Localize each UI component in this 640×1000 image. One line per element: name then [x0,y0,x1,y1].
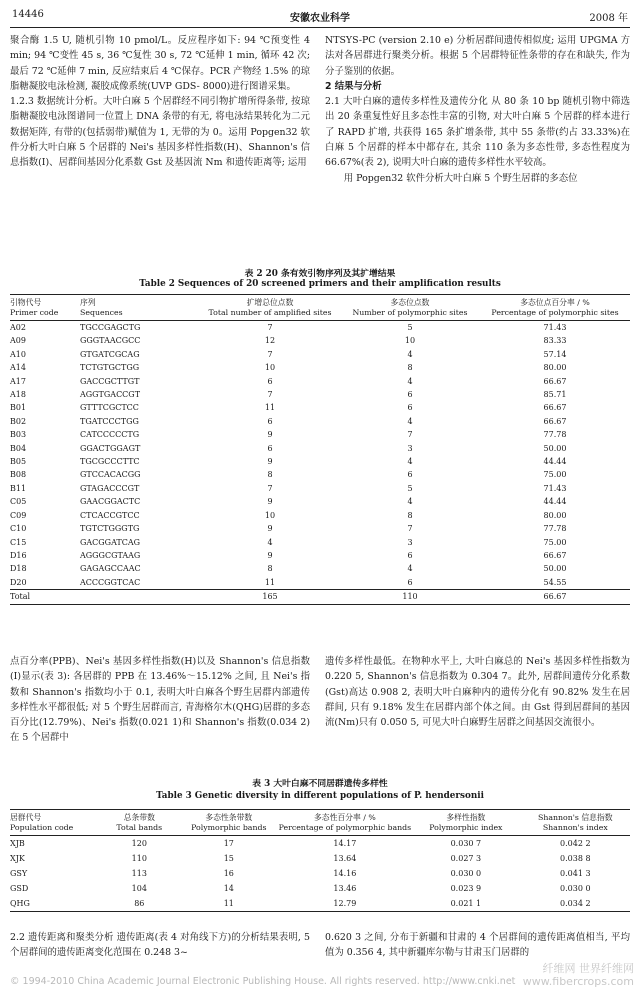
table2-cell: 4 [267,537,273,547]
table3-cell: 13.46 [333,884,357,893]
table2-cell: 7 [267,390,273,400]
table2-header-en: Total number of amplified sites [208,308,332,317]
table3-header: 多样性指数 [446,813,486,822]
table3-cell: GSY [10,869,28,878]
left-column-bottom [10,930,310,961]
table3-header-en: Population code [10,823,74,832]
paragraph: 用 Popgen32 软件分析大叶白麻 5 个野生居群的多态位 [343,172,578,184]
table3-caption-en: Table 3 Genetic diversity in different populations of P. hendersonii [156,791,484,801]
table2-caption-en: Table 2 Sequences of 20 screened primers and their amplification results [139,279,501,289]
table3-header-en: Shannon's index [542,823,608,832]
table2-cell: B04 [10,443,27,453]
table2-cell: AGGTGACCGT [80,390,141,400]
table2-cell: 4 [407,376,413,386]
table2-cell: 4 [407,497,413,507]
table2-row [10,415,630,428]
table2-cell: TGCGCCCTTC [80,457,140,467]
table2-row [10,361,630,374]
table2-row [10,562,630,575]
table2-cell: 11 [264,577,276,587]
table3-header: Shannon's 信息指数 [537,813,613,822]
table2 [10,294,630,605]
table2-cell: GGACTGGAGT [80,443,141,453]
table2-cell: 5 [407,323,413,332]
table3-cell: 113 [131,869,147,878]
table3-header: 居群代号 [10,813,42,822]
paragraph: 0.620 3 之间, 分布于新疆和甘肃的 4 个居群间的遗传距离值相当, 平均值为 0.356 4, 其中新疆库尔勒与甘肃玉门居群的 [325,932,630,959]
table2-cell: 44.44 [543,497,567,507]
table2-cell: D20 [10,577,27,587]
table3-cell: 104 [131,884,147,893]
table2-row [10,482,630,495]
table2-cell: 80.00 [543,363,567,373]
table3-cell: 0.030 7 [450,839,482,848]
table2-cell: GAACGGACTC [80,497,141,507]
table2-cell: GACCGCTTGT [80,376,140,386]
table2-cell: A10 [10,349,26,359]
table2-cell: B02 [10,416,27,426]
section-heading: 2 结果与分析 [325,80,382,92]
table2-cell: A02 [10,323,26,332]
table2-cell: CATCCCCCTG [80,430,140,440]
table2-cell: 85.71 [543,390,567,400]
table2-cell: 3 [407,537,413,547]
table2-row [10,442,630,455]
table3-cell: 16 [223,869,234,878]
paragraph: 点百分率(PPB)、Nei's 基因多样性指数(H)以及 Shannon's 信息指数(I)显示(表 3): 各居群的 PPB 在 13.46%～15.12% 之间, 且 Nei's 指数和 Shannon's 指数均小于 0.1, 表明大叶白麻各个野生居群内部遗传多样性水平都很低; 对 5 个野生居群而言, 青海格尔木(QHG)居群的多态百分比(12.79%)、Nei's 指数(0.021 1)和 Shannon's 指数(0.034 2)在 5 个居群中 [10,656,310,744]
table2-row [10,388,630,401]
table3-header-en: Polymorphic index [429,823,503,832]
table3-cell: 110 [131,854,147,863]
table2-cell: TCTGTGCTGG [80,363,140,373]
table2-cell: B05 [10,457,27,467]
table2-cell: ACCCGGTCAC [80,577,141,587]
right-column-bottom [325,930,630,961]
table2-cell: B03 [10,430,27,440]
table2-header: 多态位点百分率 / % [520,298,590,307]
table2-cell: CTCACCGTCC [80,510,140,520]
table2-cell: 10 [264,510,276,520]
table2-total-cell: 165 [262,592,278,602]
table2-row [10,509,630,522]
table2-header-en: Percentage of polymorphic sites [491,308,619,317]
table2-cell: 7 [267,349,273,359]
journal-name: 安徽农业科学 [290,13,350,24]
table2-cell: 66.67 [543,416,567,426]
table3-cell: 11 [223,899,234,908]
table3-cell: 0.042 2 [560,839,591,848]
paragraph: 2.1 大叶白麻的遗传多样性及遗传分化 从 80 条 10 bp 随机引物中筛选出 20 条重复性好且多态性丰富的引物, 对大叶白麻 5 个居群的样本进行了 RAPD 扩增, 共获得 165 条扩增条带, 其中 55 条带(约占 33.33%)在白麻 5 个居群的样本中都存在, 其余 110 条为多态性带, 多态性程度为 66.67%(表 2), 说明大叶白麻的遗传多样性水平较高。 [325,96,630,169]
table2-cell: 8 [407,510,413,520]
table2-cell: 77.78 [543,524,567,534]
table2-cell: 8 [267,470,273,480]
table2-cell: C15 [10,537,27,547]
table2-cell: A18 [10,390,26,400]
table2-cell: TGCCGAGCTG [80,323,141,332]
table2-row [10,334,630,347]
table2-cell: 57.14 [543,349,567,359]
table2-cell: 75.00 [543,537,567,547]
table2-cell: GACGGATCAG [80,537,141,547]
table2-cell: 6 [407,577,413,587]
table3-cell: 0.041 3 [560,869,591,878]
table2-cell: 66.67 [543,403,567,413]
table2-row [10,321,630,335]
table3-row [10,851,630,866]
table3-row [10,896,630,912]
table3-cell: 86 [134,899,145,908]
table2-cell: 6 [407,403,413,413]
table3-cell: 12.79 [333,899,357,908]
table2-cell: 71.43 [543,483,567,493]
table2-cell: 6 [407,470,413,480]
table2-cell: 77.78 [543,430,567,440]
table3-cell: 0.021 1 [450,899,482,908]
table2-cell: 9 [267,430,273,440]
table2-cell: 6 [407,390,413,400]
table2-row [10,549,630,562]
table2-cell: 5 [407,483,413,493]
table2-cell: B11 [10,483,27,493]
table3-row [10,866,630,881]
table3-header-en: Percentage of polymorphic bands [278,823,412,832]
table2-cell: C05 [10,497,27,507]
table2-cell: 6 [267,443,273,453]
table2-header: 引物代号 [10,298,42,307]
watermark-line: www.fibercrops.com [522,975,634,988]
table2-cell: 71.43 [543,323,567,332]
table2-cell: 8 [407,363,413,373]
table2-cell: 4 [407,416,413,426]
table2-cell: A09 [10,336,26,346]
table2-cell: GTTTCGCTCC [80,403,139,413]
table3-cell: XJB [10,839,25,848]
section-paragraph: 2.2 遗传距离和聚类分析 遗传距离(表 4 对角线下方)的分析结果表明, 5 个居群间的遗传距离变化范围在 0.248 3~ [10,932,310,959]
header-rule [10,27,630,28]
table2-total-cell [80,590,200,604]
table2-cell: 10 [264,363,276,373]
left-column-middle [10,654,310,746]
table3-cell: 120 [131,839,147,848]
table2-cell: TGTCTGGGTG [80,524,140,534]
table2-cell: 83.33 [543,336,567,346]
copyright-footer: © 1994-2010 China Academic Journal Electronic Publishing House. All rights reserved. http://www.cnki.net [10,976,516,987]
table2-cell: D18 [10,564,27,574]
table2-row [10,455,630,468]
table2-cell: B01 [10,403,27,413]
table3-header-en: Total bands [116,823,163,832]
table3-row [10,881,630,896]
table2-header-en: Sequences [80,308,123,317]
table2-cell: 66.67 [543,376,567,386]
table2-total-cell: 66.67 [543,592,567,602]
table3-cell: XJK [10,854,25,863]
paragraph: NTSYS-PC (version 2.10 e) 分析居群间遗传相似度; 运用 UPGMA 方法对各居群进行聚类分析。根据 5 个居群特征性条带的存在和缺失, 作为分子鉴别的依据。 [325,35,630,77]
table3-caption-cn: 表 3 大叶白麻不同居群遗传多样性 [252,779,388,789]
table2-cell: GTCCACACGG [80,470,141,480]
table3-header: 总条带数 [123,813,155,822]
table2-row [10,495,630,508]
table2-cell: D16 [10,550,27,560]
table2-cell: 11 [264,403,276,413]
table2-cell: 6 [407,550,413,560]
table2-cell: 3 [407,443,413,453]
table3-row [10,836,630,852]
watermark [523,962,634,988]
table2-cell: GAGAGCCAAC [80,564,141,574]
table3-header: 多态性百分率 / % [313,813,376,822]
table2-cell: 54.55 [543,577,567,587]
table2-header-en: Number of polymorphic sites [352,308,468,317]
right-column-middle [325,654,630,730]
table2-total-label: Total [10,592,31,602]
table2-row [10,522,630,535]
table2-cell: C10 [10,524,27,534]
paragraph: 1.2.3 数据统计分析。大叶白麻 5 个居群经不同引物扩增所得条带, 按琼脂糖凝胶电泳图谱同一位置上 DNA 条带的有无, 将电泳结果转化为二元数据矩阵, 有带的(包括弱带)赋值为 1, 无带的为 0。运用 Popgen32 软件分析大叶白麻 5 个居群的 Nei's 基因多样性指数(H)、Shannon's 信息指数(I)、居群间基因分化系数 Gst 及基因流 Nm 和遗传距离等; 运用 [10,96,310,169]
table2-cell: A14 [10,363,26,373]
table2-cell: AGGGCGTAAG [80,550,141,560]
table2-cell: GGGTAACGCC [80,336,141,346]
table2-cell: 75.00 [543,470,567,480]
table3 [10,809,630,912]
table2-cell: 7 [407,430,413,440]
left-column-top [10,33,310,171]
table2-cell: 10 [404,336,416,346]
table3-cell: 14.16 [333,869,357,878]
table3-cell: 13.64 [333,854,357,863]
table2-total-cell: 110 [402,592,418,602]
table2-cell: 8 [267,564,273,574]
table2-row [10,401,630,414]
table3-cell: 14 [223,884,234,893]
table2-cell: 50.00 [543,564,567,574]
table2-cell: 9 [267,524,273,534]
table3-cell: 0.030 0 [560,884,591,893]
table2-cell: 9 [267,457,273,467]
table2-cell: 4 [407,564,413,574]
table2-cell: 7 [407,524,413,534]
table2-caption-cn: 表 2 20 条有效引物序列及其扩增结果 [244,269,396,279]
table2-row [10,428,630,441]
table3-cell: 0.027 3 [450,854,482,863]
table2-header-en: Primer code [10,308,59,317]
table2-cell: GTGATCGCAG [80,349,140,359]
table2-row [10,576,630,590]
table2-row [10,375,630,388]
table2-cell: 50.00 [543,443,567,453]
table3-cell: 15 [223,854,234,863]
table2-row [10,536,630,549]
table2-cell: TGATCCCTGG [80,416,139,426]
table2-cell: 9 [267,497,273,507]
table3-cell: 14.17 [333,839,357,848]
table2-cell: 4 [407,457,413,467]
table2-cell: 6 [267,376,273,386]
table3-cell: 0.038 8 [560,854,591,863]
table2-cell: C09 [10,510,27,520]
table2-cell: 9 [267,550,273,560]
right-column-top [325,33,630,186]
table3-cell: 0.023 9 [450,884,482,893]
table2-row [10,348,630,361]
table2-cell: 4 [407,349,413,359]
table3-header: 多态性条带数 [205,813,253,822]
paragraph: 聚合酶 1.5 U, 随机引物 10 pmol/L。反应程序如下: 94 ℃预变性 4 min; 94 ℃变性 45 s, 36 ℃复性 30 s, 72 ℃延伸 1 min, 循环 42 次; 最后 72 ℃延伸 7 min, 反应结束后 4 ℃保存。PCR 产物经 1.5% 的琼脂糖凝胶电泳检测, 凝胶成像系统(UVP GDS- 8000)进行图谱采集。 [10,35,310,92]
table2-cell: 6 [267,416,273,426]
table2-cell: 66.67 [543,550,567,560]
table2-cell: GTAGACCCGT [80,483,140,493]
paragraph: 遗传多样性最低。在物种水平上, 大叶白麻总的 Nei's 基因多样性指数为 0.220 5, Shannon's 信息指数为 0.304 7。此外, 居群间遗传分化系数(Gst)高达 0.908 2, 表明大叶白麻种内的遗传分化有 90.82% 发生在居群间, 只有 9.18% 发生在居群内部个体之间。由 Gst 得到居群间的基因流(Nm)只有 0.050 5, 可见大叶白麻野生居群之间基因交流很小。 [325,656,630,729]
table2-cell: 80.00 [543,510,567,520]
table2-cell: 7 [267,483,273,493]
table3-cell: GSD [10,884,29,893]
table3-cell: 17 [223,839,234,848]
table2-cell: 12 [264,336,276,346]
table2-header: 多态位点数 [390,298,430,307]
table3-cell: 0.034 2 [560,899,591,908]
table2-header: 扩增总位点数 [246,298,294,307]
table3-cell: QHG [10,899,30,908]
table2-cell: 44.44 [543,457,567,467]
table2-header: 序列 [80,298,96,307]
table3-header-en: Polymorphic bands [191,823,267,832]
table2-cell: B08 [10,470,27,480]
table3-cell: 0.030 0 [450,869,482,878]
page-number: 14446 [12,9,44,20]
table2-cell: A17 [10,376,26,386]
watermark-line: 纤维网 世界纤维网 [542,962,634,975]
table2-row [10,468,630,481]
year: 2008 年 [589,13,628,24]
table2-cell: 7 [267,323,273,332]
